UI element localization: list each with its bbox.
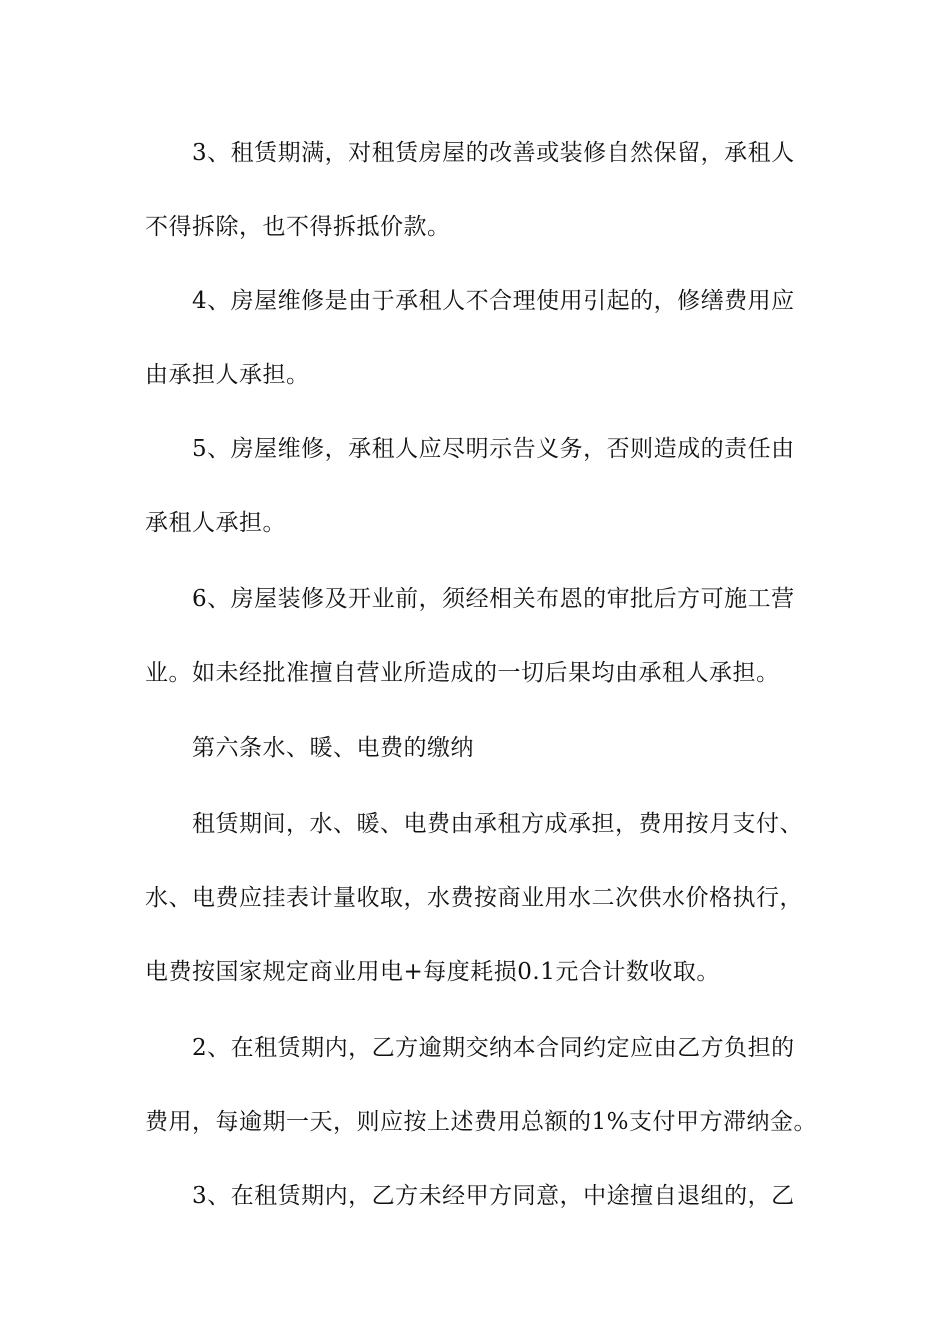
utilities-line-1: 租赁期间，水、暖、电费由承租方成承担，费用按月支付、 bbox=[192, 811, 803, 837]
paragraph-3-line-2: 不得拆除，也不得拆抵价款。 bbox=[145, 214, 451, 240]
clause-2-line-2: 费用，每逾期一天，则应按上述费用总额的1%支付甲方滞纳金。 bbox=[145, 1109, 817, 1135]
paragraph-5-line-1: 5、房屋维修，承租人应尽明示告义务，否则造成的责任由 bbox=[192, 436, 795, 462]
paragraph-4-line-2: 由承担人承担。 bbox=[145, 362, 310, 388]
paragraph-4-line-1: 4、房屋维修是由于承租人不合理使用引起的，修缮费用应 bbox=[192, 288, 795, 314]
paragraph-6-line-1: 6、房屋装修及开业前，须经相关布恩的审批后方可施工营 bbox=[192, 586, 795, 612]
clause-2-line-1: 2、在租赁期内，乙方逾期交纳本合同约定应由乙方负担的 bbox=[192, 1035, 795, 1061]
paragraph-3-line-1: 3、租赁期满，对租赁房屋的改善或装修自然保留，承租人 bbox=[192, 140, 795, 166]
utilities-line-3: 电费按国家规定商业用电+每度耗损0.1元合计数收取。 bbox=[145, 959, 720, 985]
clause-3-line-1: 3、在租赁期内，乙方未经甲方同意，中途擅自退组的，乙 bbox=[192, 1183, 795, 1209]
paragraph-6-line-2: 业。如未经批准擅自营业所造成的一切后果均由承租人承担。 bbox=[145, 660, 780, 686]
section-heading-6: 第六条水、暖、电费的缴纳 bbox=[192, 735, 474, 761]
utilities-line-2: 水、电费应挂表计量收取，水费按商业用水二次供水价格执行， bbox=[145, 885, 803, 911]
paragraph-5-line-2: 承租人承担。 bbox=[145, 510, 286, 536]
